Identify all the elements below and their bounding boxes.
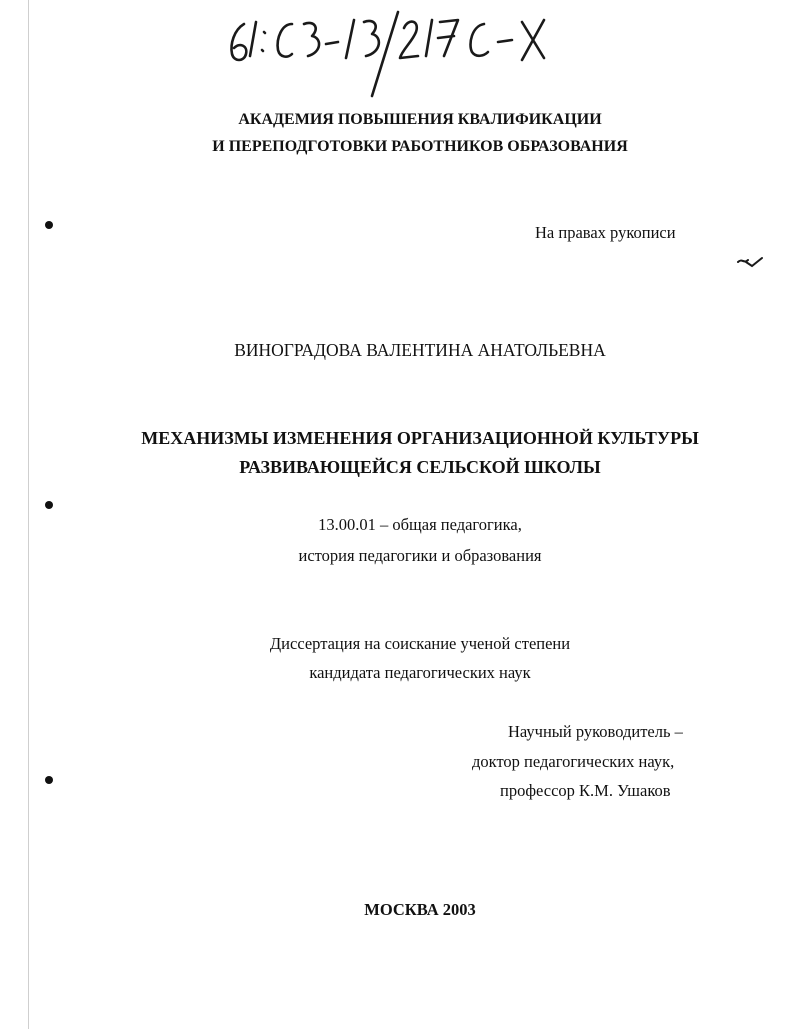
author-name: ВИНОГРАДОВА ВАЛЕНТИНА АНАТОЛЬЕВНА [234, 340, 606, 360]
dissertation-title-line-1: МЕХАНИЗМЫ ИЗМЕНЕНИЯ ОРГАНИЗАЦИОННОЙ КУЛЬТУРЫ [141, 428, 699, 448]
binder-hole-mark [45, 776, 53, 784]
manuscript-note: На правах рукописи [535, 223, 676, 242]
supervisor-line-2: доктор педагогических наук, [472, 752, 675, 771]
binder-hole-mark [45, 221, 53, 229]
institution-line-2: И ПЕРЕПОДГОТОВКИ РАБОТНИКОВ ОБРАЗОВАНИЯ [212, 138, 628, 155]
scan-mark-icon [736, 254, 768, 272]
specialty-line-2: история педагогики и образования [298, 546, 542, 565]
dissertation-title-line-2: РАЗВИВАЮЩЕЙСЯ СЕЛЬСКОЙ ШКОЛЫ [239, 457, 601, 477]
degree-line-2: кандидата педагогических наук [309, 663, 531, 682]
handwritten-registry-number [222, 4, 552, 100]
supervisor-line-1: Научный руководитель – [508, 722, 683, 741]
supervisor-line-3: профессор К.М. Ушаков [500, 781, 671, 800]
institution-line-1: АКАДЕМИЯ ПОВЫШЕНИЯ КВАЛИФИКАЦИИ [238, 111, 602, 128]
binder-hole-mark [45, 501, 53, 509]
scan-edge-line [28, 0, 29, 1029]
specialty-line-1: 13.00.01 – общая педагогика, [318, 515, 522, 534]
degree-line-1: Диссертация на соискание ученой степени [269, 634, 571, 653]
city-year: МОСКВА 2003 [364, 900, 476, 919]
